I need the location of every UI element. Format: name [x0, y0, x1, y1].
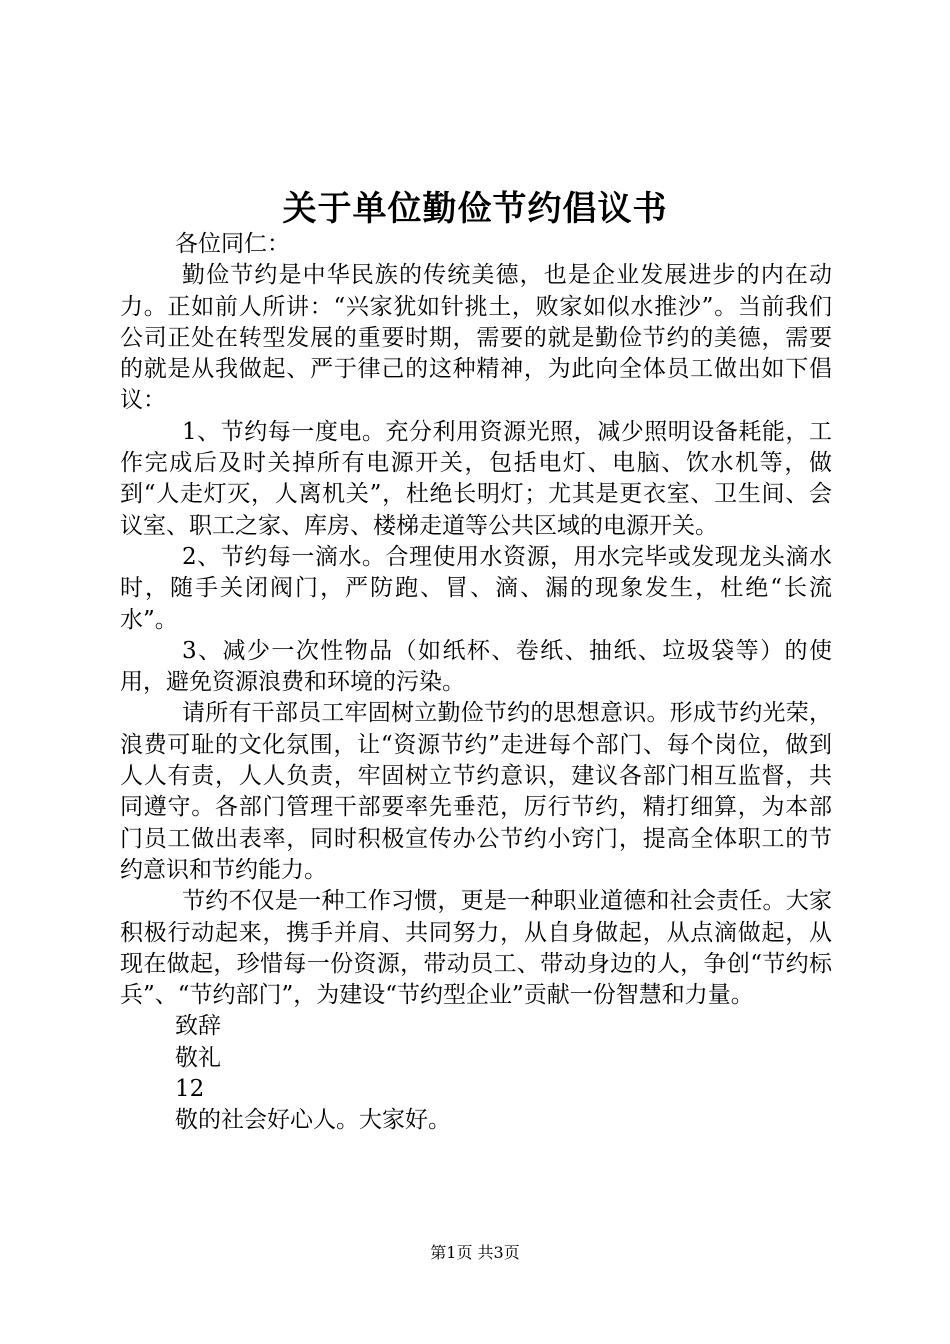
- paragraph-conclusion: 节约不仅是一种工作习惯，更是一种职业道德和社会责任。大家积极行动起来，携手并肩、共同努力，从自身做起，从点滴做起，从现在做起，珍惜每一份资源，带动员工、带动身边的人，争创“节约标兵”、“节约部门”，为建设“节约型企业”贡献一份智慧和力量。: [120, 888, 832, 1009]
- document-title: 关于单位勤俭节约倡议书: [282, 189, 668, 229]
- closing-line: 致辞: [175, 1013, 221, 1040]
- paragraph-disposables: 3、减少一次性物品（如纸杯、卷纸、抽纸、垃圾袋等）的使用，避免资源浪费和环境的污染。: [120, 637, 832, 696]
- document-body: [120, 229, 832, 1137]
- salutation: 各位同仁：: [175, 231, 290, 257]
- paragraph-water: 2、节约每一滴水。合理使用水资源，用水完毕或发现龙头滴水时，随手关闭阀门，严防跑、冒、滴、漏的现象发生，杜绝“长流水”。: [120, 543, 832, 633]
- closing-line: 敬的社会好心人。大家好。: [175, 1107, 451, 1134]
- closing-line: 敬礼: [175, 1044, 221, 1071]
- paragraph-awareness: 请所有干部员工牢固树立勤俭节约的思想意识。形成节约光荣，浪费可耻的文化氛围，让“资源节约”走进每个部门、每个岗位，做到人人有责，人人负责，牢固树立节约意识，建议各部门相互监督，共同遵守。各部门管理干部要率先垂范，厉行节约，精打细算，为本部门员工做出表率，同时积极宣传办公节约小窍门，提高全体职工的节约意识和节约能力。: [120, 700, 832, 883]
- paragraph-electricity: 1、节约每一度电。充分利用资源光照，减少照明设备耗能，工作完成后及时关掉所有电源开关，包括电灯、电脑、饮水机等，做到“人走灯灭，人离机关”，杜绝长明灯；尤其是更衣室、卫生间、会议室、职工之家、库房、楼梯走道等公共区域的电源开关。: [120, 418, 832, 539]
- page-footer: 第1页 共3页: [430, 1243, 520, 1262]
- closing-line: 12: [175, 1076, 205, 1103]
- paragraph-intro: 勤俭节约是中华民族的传统美德，也是企业发展进步的内在动力。正如前人所讲：“兴家犹如针挑土，败家如似水推沙”。当前我们公司正处在转型发展的重要时期，需要的就是勤俭节约的美德，需要的就是从我做起、严于律己的这种精神，为此向全体员工做出如下倡议：: [120, 262, 832, 414]
